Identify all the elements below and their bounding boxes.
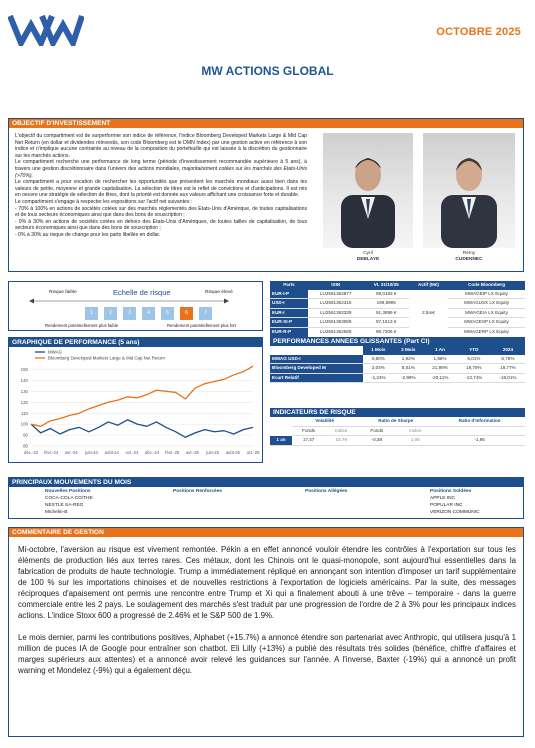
parts-cell-part: USD-I — [270, 299, 308, 309]
mvt-col-soldees — [430, 488, 480, 516]
manager2-first: Rémy — [462, 251, 476, 256]
glis-cell-ytd: -13,74% — [457, 373, 491, 383]
parts-cell-code: MWAGEIA LX Equity — [448, 308, 525, 318]
mvt-nouvelle-item: COCA-COLA CO/THE — [45, 496, 93, 501]
glis-cell-m1: 0,80% — [363, 355, 393, 364]
commentaire-heading: COMMENTAIRE DE GESTION — [9, 528, 523, 537]
glissantes-row — [270, 364, 525, 374]
indicateurs-heading: INDICATEURS DE RISQUE — [270, 408, 525, 417]
ind-head-vol: Volatilité — [292, 417, 357, 426]
glis-cell-m1: -1,24% — [363, 373, 393, 383]
mvt-soldee-item: APPLE INC — [430, 496, 456, 501]
risk-high-label: Risque élevé — [205, 290, 233, 295]
objectif-p3: Le compartiment a pour vocation de rechercher les opportunités que présentent les marchés mondiaux aussi bien dans les valeurs de petite, moyenne et grande capitalisation. La sélection de titres est le reflet de convictions et d'anticipations. Il est mis en oeuvre une stratégie de sélection de titres, dont la priorité est donnée aux valeurs affichant une croissance forte et durable. — [15, 179, 307, 199]
parts-row — [270, 299, 525, 309]
glis-cell-y1: -20,11% — [423, 373, 457, 383]
glis-cell-m3: 8,01% — [393, 364, 423, 374]
commentaire-p2: Le mois dernier, parmi les contributions positives, Alphabet (+15.7%) a annoncé étendre son partenariat avec Anthropic, qui utilisera jusqu'à 1 million de puces IA de Google pour entraîner son chatbot. Eli Lilly (+13%) a publié des résultats très solides (bénéfice, chiffre d'affaires et marges supérieurs aux attentes) et a annoncé avoir relevé les guidances sur l'année. A l'inverse, Baxter (-19%) qui a annoncé un profit warning et Mondelez (-9%) qui a également déçu. — [18, 633, 516, 675]
manager-name-2 — [423, 251, 515, 263]
x-tick-label: févr.-24 — [44, 450, 59, 455]
glis-col-1m: 1 Mois — [363, 346, 393, 355]
glis-cell-y2024: 18,77% — [491, 364, 525, 374]
objectif-p2b: majoritairement cotées sur les marchés des Etats-Unis (>70%). — [15, 165, 307, 179]
report-date: OCTOBRE 2025 — [436, 26, 521, 38]
glis-cell-label: Bloomberg Developed M — [270, 364, 363, 374]
ind-vol-indice: 15,79 — [325, 436, 357, 446]
parts-cell-vl: 99,0183 € — [364, 290, 409, 299]
mvt-col-allegees — [305, 488, 347, 495]
risk-level-4: 4 — [142, 307, 155, 320]
mw-logo — [8, 12, 84, 46]
risk-scale-section — [8, 281, 263, 331]
fund-title: MW ACTIONS GLOBAL — [201, 64, 334, 78]
ind-vol-fonds: 17,47 — [292, 436, 325, 446]
glis-cell-y2024: 6,76% — [491, 355, 525, 364]
parts-cell-code: MWAGUSX LX Equity — [448, 299, 525, 309]
parts-cell-part: EUR-I-P — [270, 290, 308, 299]
mvt-nouvelle-item: Michelin-B — [45, 510, 68, 515]
parts-col-isin: ISIN — [308, 281, 364, 290]
x-tick-label: août-24 — [104, 450, 119, 455]
glis-cell-y1: 1,88% — [423, 355, 457, 364]
glissantes-heading: PERFORMANCES ANNEES GLISSANTES (Part CI) — [270, 337, 525, 346]
parts-cell-vl: 97,1613 € — [364, 318, 409, 328]
risk-low-label: Risque faible — [49, 290, 77, 295]
ind-row-label: 1 an — [270, 436, 292, 446]
y-tick-label: 110 — [21, 410, 28, 416]
risk-high-return: Rendement potentiellement plus fort — [167, 323, 237, 328]
parts-col-part: Parts — [270, 281, 308, 290]
parts-table-section — [270, 281, 525, 338]
mvt-head-allegees: Positions Allégées — [305, 489, 348, 494]
parts-cell-actif: 2,5m€ — [409, 290, 448, 337]
series-line-index — [31, 366, 253, 426]
parts-row — [270, 308, 525, 318]
parts-cell-vl: 91,3699 € — [364, 308, 409, 318]
parts-table — [270, 281, 525, 338]
glis-cell-y1: 21,99% — [423, 364, 457, 374]
parts-cell-code: MWAGESP LX Equity — [448, 318, 525, 328]
ind-sharpe-fonds: -0,38 — [357, 436, 396, 446]
y-tick-label: 100 — [20, 421, 28, 427]
risk-low-return: Rendement potentiellement plus faible — [45, 323, 119, 328]
glis-cell-m3: 1,92% — [393, 355, 423, 364]
ind-head-info: Ratio d'Information — [434, 417, 525, 426]
parts-cell-vl: 199,8995 — [364, 299, 409, 309]
ind-sub-fonds-sharpe: Fonds — [357, 426, 396, 436]
parts-row — [270, 290, 525, 299]
ind-sub-fonds-vol: Fonds — [292, 426, 325, 436]
y-tick-label: 130 — [20, 388, 28, 394]
x-tick-label: juin-25 — [206, 450, 219, 455]
ind-info: -1,95 — [434, 436, 525, 446]
mvt-soldee-item: VERIZON COMMUNIC — [430, 510, 480, 515]
legend-label: MWAG — [48, 349, 62, 355]
x-tick-label: déc.-23 — [24, 450, 38, 455]
parts-cell-isin: LU2561363089 — [308, 318, 364, 328]
risk-arrow — [29, 297, 229, 305]
risk-level-3: 3 — [123, 307, 136, 320]
parts-cell-vl: 98,7306 € — [364, 327, 409, 337]
mvt-soldee-item: POPULAR INC — [430, 503, 463, 508]
ind-head-sharpe: Ratio de Sharpe — [357, 417, 434, 426]
y-tick-label: 140 — [20, 378, 28, 383]
x-tick-label: févr.-25 — [165, 450, 180, 455]
glis-col-3m: 3 Mois — [393, 346, 423, 355]
performance-chart — [9, 348, 262, 462]
mouvements-heading: PRINCIPAUX MOUVEMENTS DU MOIS — [9, 478, 523, 487]
legend-label: Bloomberg Developed Markets Large & Mid Cap Net Return — [48, 355, 165, 361]
objectif-p1: L'objectif du compartiment est de surperformer son indice de référence, l'indice Bloomberg Developed Markets Large & Mid Cap Net Return (en dollar et dividendes réinvestis, son code Bloomberg est le DMN Index) par une gestion active en référence à son indice et n'implique aucune contrainte au niveau de la composition du portefeuille qui est laissée à la discrétion du gestionnaire sur les marchés actions. — [15, 133, 307, 159]
glis-cell-ytd: 19,75% — [457, 364, 491, 374]
parts-cell-part: EUR-SI-P — [270, 318, 308, 328]
mvt-col-renforcees — [173, 488, 222, 495]
glissantes-row — [270, 355, 525, 364]
x-tick-label: oct.-24 — [125, 450, 139, 455]
objectif-p6: - 0% à 30% en actions de sociétés cotées en dehors des Etats-Unis d'Amériques, de toutes tailles de capitalisation, de tous secteurs économiques ainsi que dans des bons de souscription ; — [15, 218, 307, 232]
parts-cell-isin: LU2561362315 — [308, 299, 364, 309]
x-tick-label: août-25 — [225, 450, 240, 455]
ind-sharpe-indice: 1,06 — [396, 436, 434, 446]
manager2-last: CUDENNEC — [455, 257, 483, 262]
mvt-head-nouvelles: Nouvelles Positions — [45, 489, 91, 494]
objectif-p2 — [15, 159, 307, 179]
objectif-p4: Le compartiment s'engage à respecter les expositions sur l'actif net suivantes : — [15, 198, 193, 205]
glis-cell-y2024: -18,01% — [491, 373, 525, 383]
commentaire-text — [18, 544, 516, 676]
manager1-first: Cyril — [363, 251, 373, 256]
indicateurs-table — [270, 417, 525, 446]
x-tick-label: oct.-25 — [246, 450, 260, 455]
ind-sub-indice-sharpe: Indice — [396, 426, 434, 436]
parts-row — [270, 318, 525, 328]
glis-cell-label: Ecart Relatif — [270, 373, 363, 383]
risk-level-2: 2 — [104, 307, 117, 320]
commentaire-p1: Mi-octobre, l'aversion au risque est vivement remontée. Pékin a en effet annoncé vouloir étendre les contrôles à l'exportation sur tous les éléments de production liés aux terres rares. Ces métaux, dont les Chinois ont le quasi-monopole, sont aujourd'hui essentielles dans la fabrication de produits de haute technologie. Trump a immédiatement répliqué en annonçant son intention d'imposer un tarif supplémentaire de 100 % sur les importations chinoises et de nouvelles restrictions à l'exportation de logiciels américains. Par la suite, des messages réciproques d'apaisement ont permis une rencontre entre Trump et Xi qui a finalement abouti à une trêve – temporaire - dans la guerre commerciale entre les 2 pays. Le soulagement des marchés s'est traduit par une progression de l'ordre de 2 à 3% pour les principaux indices actions. L'indice Stoxx 600 a progressé de 2.46% et le S&P 500 de 1.9%. — [18, 545, 516, 620]
performance-heading: GRAPHIQUE DE PERFORMANCE (5 ans) — [9, 338, 262, 347]
ind-head-empty — [270, 417, 292, 426]
series-line-fund — [31, 420, 253, 437]
parts-cell-part: EUR-I — [270, 308, 308, 318]
glis-col-ytd: YTD — [457, 346, 491, 355]
y-tick-label: 120 — [20, 399, 28, 405]
risk-level-5: 5 — [161, 307, 174, 320]
parts-cell-isin: LU2561362877 — [308, 290, 364, 299]
mvt-nouvelle-item: NESTLE SA-REG — [45, 503, 84, 508]
parts-cell-isin: LU2561362339 — [308, 308, 364, 318]
x-tick-label: avr.-25 — [186, 450, 199, 455]
parts-col-vl: VL 31/10/25 — [364, 281, 409, 290]
objectif-section — [8, 118, 524, 272]
mvt-head-soldees: Positions Soldées — [430, 489, 472, 494]
objectif-text — [15, 133, 307, 239]
glissantes-table — [270, 346, 525, 383]
manager1-last: DEBLAYE — [356, 257, 380, 262]
glis-col-2024: 2024 — [491, 346, 525, 355]
manager-photo-1 — [323, 133, 413, 248]
glissantes-row — [270, 373, 525, 383]
parts-row — [270, 327, 525, 337]
parts-cell-part: EUR-R-P — [270, 327, 308, 337]
ind-sub-indice-vol: Indice — [325, 426, 357, 436]
commentaire-section — [8, 527, 524, 737]
glis-cell-m1: 2,04% — [363, 364, 393, 374]
objectif-heading: OBJECTIF D'INVESTISSEMENT — [9, 119, 523, 128]
x-tick-label: déc.-24 — [145, 450, 160, 455]
y-tick-label: 90 — [23, 432, 28, 438]
mvt-head-renforcees: Positions Renforcées — [173, 489, 223, 494]
glis-cell-ytd: 6,01% — [457, 355, 491, 364]
glis-cell-label: MWAG USD-I — [270, 355, 363, 364]
x-tick-label: juin-24 — [85, 450, 98, 455]
indicateurs-section — [270, 408, 525, 446]
objectif-p5: - 70% à 100% en actions de sociétés cotées sur des marchés réglementés des Etats-Unis d'Amérique, de toutes capitalisations et de tous secteurs économiques ainsi que dans des bons de souscription ; — [15, 205, 307, 219]
manager-photo-2 — [423, 133, 515, 248]
risk-level-1: 1 — [85, 307, 98, 320]
glissantes-section — [270, 337, 525, 383]
glis-cell-m3: -2,99% — [393, 373, 423, 383]
parts-col-actif: Actif (M€) — [409, 281, 448, 290]
risk-level-7: 7 — [199, 307, 212, 320]
person-icon — [423, 133, 515, 248]
x-tick-label: avr.-24 — [64, 450, 78, 455]
manager-name-1 — [323, 251, 413, 263]
glis-col-label — [270, 346, 363, 355]
parts-col-code: Code Bloomberg — [448, 281, 525, 290]
objectif-p7: - 0% à 30% au risque de change pour les parts libellés en dollar. — [15, 231, 161, 238]
mouvements-section — [8, 477, 524, 519]
risk-level-6: 6 — [180, 307, 193, 320]
mvt-col-nouvelles — [45, 488, 93, 516]
performance-section — [8, 337, 263, 463]
y-tick-label: 80 — [23, 443, 28, 449]
parts-cell-code: MWAGERP LX Equity — [448, 327, 525, 337]
parts-cell-isin: LU2561362589 — [308, 327, 364, 337]
glis-col-1y: 1 An — [423, 346, 457, 355]
objectif-p2a: Le compartiment recherche une performance de long terme (période d'investissement recommandée supérieure à 5 ans), à travers une gestion discrétionnaire dans l'univers des actions mondiales, — [15, 159, 307, 172]
y-tick-label: 150 — [20, 367, 28, 373]
risk-title: Echelle de risque — [113, 288, 171, 297]
parts-cell-code: MWAGEIP LX Equity — [448, 290, 525, 299]
person-icon — [323, 133, 413, 248]
